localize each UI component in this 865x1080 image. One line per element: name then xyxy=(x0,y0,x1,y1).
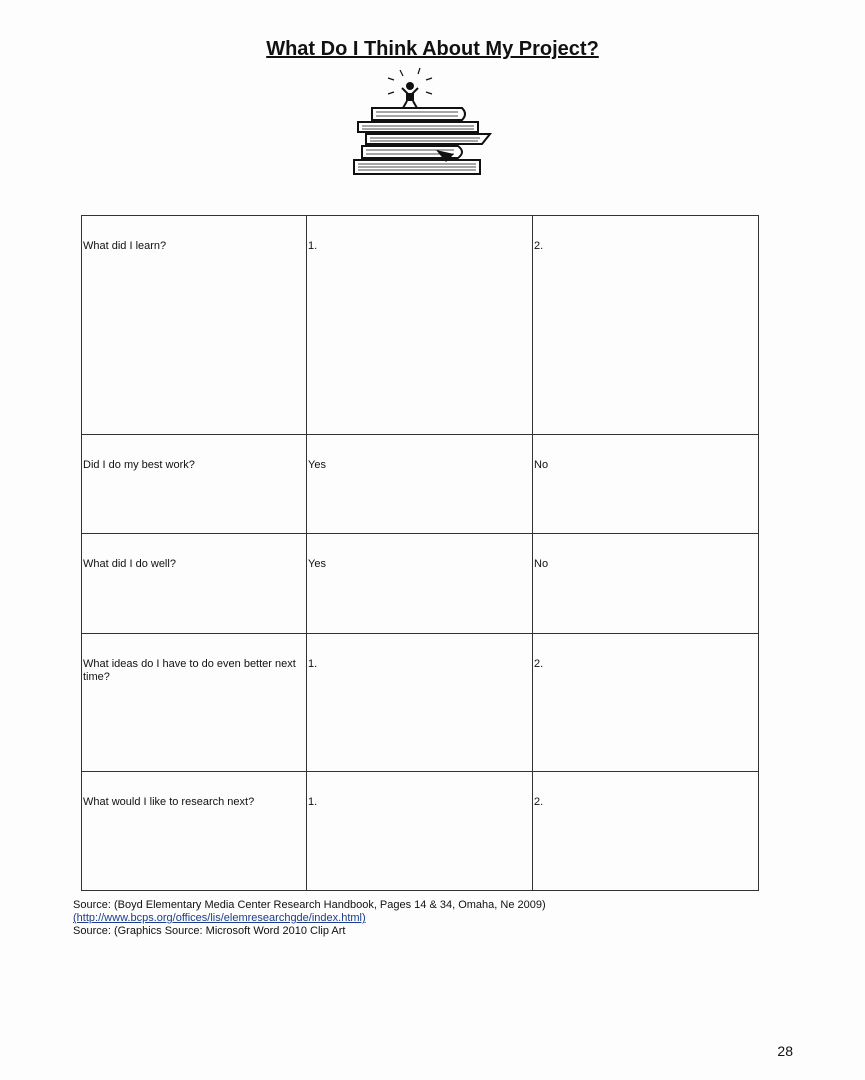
table-row xyxy=(82,216,759,435)
table-row xyxy=(82,634,759,772)
answer-cell[interactable]: 1. xyxy=(307,216,533,435)
answer-cell[interactable]: 2. xyxy=(533,772,759,891)
answer-cell[interactable]: 1. xyxy=(307,772,533,891)
answer-cell[interactable]: Yes xyxy=(307,534,533,634)
question-cell: What did I learn? xyxy=(82,216,307,435)
table-row xyxy=(82,772,759,891)
answer-cell[interactable]: Yes xyxy=(307,435,533,534)
table-row xyxy=(82,435,759,534)
question-cell: What did I do well? xyxy=(82,534,307,634)
answer-cell[interactable]: No xyxy=(533,534,759,634)
table-row xyxy=(82,534,759,634)
source-citation xyxy=(73,899,546,938)
question-cell: What ideas do I have to do even better next time? xyxy=(82,634,307,772)
answer-cell[interactable]: 1. xyxy=(307,634,533,772)
source-line: Source: (Boyd Elementary Media Center Research Handbook, Pages 14 & 34, Omaha, Ne 2009) xyxy=(73,899,546,911)
page-title: What Do I Think About My Project? xyxy=(266,38,599,60)
question-cell: What would I like to research next? xyxy=(82,772,307,891)
answer-cell[interactable]: 2. xyxy=(533,216,759,435)
question-cell: Did I do my best work? xyxy=(82,435,307,534)
page-number: 28 xyxy=(777,1043,793,1059)
source-link[interactable]: (http://www.bcps.org/offices/lis/elemresearchgde/index.html) xyxy=(73,912,366,924)
answer-cell[interactable]: No xyxy=(533,435,759,534)
answer-cell[interactable]: 2. xyxy=(533,634,759,772)
child-on-books-icon xyxy=(350,66,495,184)
reflection-table xyxy=(81,215,759,891)
source-line: Source: (Graphics Source: Microsoft Word 2010 Clip Art xyxy=(73,925,346,937)
